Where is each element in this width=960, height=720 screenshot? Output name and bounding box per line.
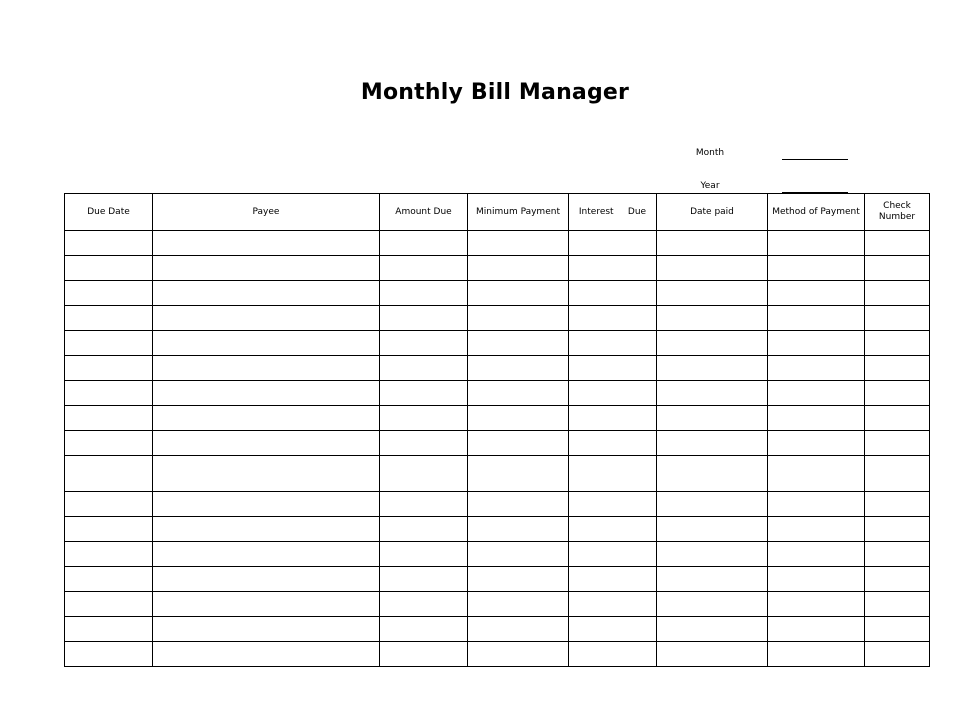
cell-check-number[interactable] [865, 231, 930, 256]
cell-method-of-payment[interactable] [768, 456, 865, 492]
month-blank-line[interactable] [782, 159, 848, 160]
cell-method-of-payment[interactable] [768, 381, 865, 406]
month-label: Month [695, 148, 725, 158]
cell-amount-due[interactable] [380, 642, 468, 667]
cell-check-number[interactable] [865, 592, 930, 617]
cell-due-date[interactable] [65, 617, 153, 642]
cell-due-date[interactable] [65, 306, 153, 331]
cell-check-number[interactable] [865, 431, 930, 456]
header-check-number: Check Number [865, 194, 930, 231]
cell-due-date[interactable] [65, 356, 153, 381]
cell-minimum-payment[interactable] [468, 567, 569, 592]
cell-due-date[interactable] [65, 406, 153, 431]
cell-method-of-payment[interactable] [768, 567, 865, 592]
cell-interest-due[interactable] [569, 431, 657, 456]
cell-interest-due[interactable] [569, 592, 657, 617]
cell-date-paid[interactable] [657, 256, 768, 281]
cell-due-date[interactable] [65, 542, 153, 567]
cell-date-paid[interactable] [657, 617, 768, 642]
cell-minimum-payment[interactable] [468, 592, 569, 617]
table-row [65, 406, 930, 431]
cell-payee[interactable] [153, 406, 380, 431]
cell-interest-due[interactable] [569, 492, 657, 517]
cell-amount-due[interactable] [380, 542, 468, 567]
table-row [65, 542, 930, 567]
header-interest-due: Interest Due [569, 194, 657, 231]
cell-payee[interactable] [153, 356, 380, 381]
cell-interest-due[interactable] [569, 567, 657, 592]
cell-minimum-payment[interactable] [468, 356, 569, 381]
cell-minimum-payment[interactable] [468, 492, 569, 517]
page-title: Monthly Bill Manager [360, 80, 630, 105]
cell-minimum-payment[interactable] [468, 642, 569, 667]
cell-date-paid[interactable] [657, 406, 768, 431]
cell-amount-due[interactable] [380, 456, 468, 492]
cell-method-of-payment[interactable] [768, 617, 865, 642]
cell-due-date[interactable] [65, 381, 153, 406]
header-payee: Payee [153, 194, 380, 231]
cell-minimum-payment[interactable] [468, 517, 569, 542]
cell-method-of-payment[interactable] [768, 517, 865, 542]
year-label: Year [700, 181, 720, 191]
cell-check-number[interactable] [865, 381, 930, 406]
cell-interest-due[interactable] [569, 306, 657, 331]
cell-amount-due[interactable] [380, 256, 468, 281]
cell-payee[interactable] [153, 281, 380, 306]
table-row [65, 456, 930, 492]
cell-due-date[interactable] [65, 431, 153, 456]
cell-check-number[interactable] [865, 642, 930, 667]
cell-date-paid[interactable] [657, 281, 768, 306]
cell-date-paid[interactable] [657, 331, 768, 356]
table-body [65, 231, 930, 667]
table-row [65, 642, 930, 667]
cell-minimum-payment[interactable] [468, 542, 569, 567]
cell-due-date[interactable] [65, 331, 153, 356]
cell-date-paid[interactable] [657, 492, 768, 517]
cell-check-number[interactable] [865, 306, 930, 331]
cell-amount-due[interactable] [380, 231, 468, 256]
cell-date-paid[interactable] [657, 567, 768, 592]
cell-payee[interactable] [153, 331, 380, 356]
table-row [65, 431, 930, 456]
cell-amount-due[interactable] [380, 492, 468, 517]
cell-check-number[interactable] [865, 406, 930, 431]
table-header-row [65, 194, 930, 231]
cell-method-of-payment[interactable] [768, 306, 865, 331]
cell-date-paid[interactable] [657, 431, 768, 456]
cell-check-number[interactable] [865, 331, 930, 356]
cell-date-paid[interactable] [657, 356, 768, 381]
table-row [65, 356, 930, 381]
cell-interest-due[interactable] [569, 231, 657, 256]
cell-method-of-payment[interactable] [768, 431, 865, 456]
cell-minimum-payment[interactable] [468, 617, 569, 642]
cell-method-of-payment[interactable] [768, 231, 865, 256]
cell-payee[interactable] [153, 256, 380, 281]
table-row [65, 617, 930, 642]
cell-amount-due[interactable] [380, 281, 468, 306]
cell-minimum-payment[interactable] [468, 306, 569, 331]
cell-due-date[interactable] [65, 456, 153, 492]
cell-interest-due[interactable] [569, 406, 657, 431]
cell-interest-due[interactable] [569, 281, 657, 306]
cell-date-paid[interactable] [657, 306, 768, 331]
cell-method-of-payment[interactable] [768, 256, 865, 281]
cell-due-date[interactable] [65, 592, 153, 617]
cell-payee[interactable] [153, 592, 380, 617]
cell-check-number[interactable] [865, 356, 930, 381]
cell-method-of-payment[interactable] [768, 406, 865, 431]
cell-due-date[interactable] [65, 567, 153, 592]
cell-payee[interactable] [153, 231, 380, 256]
cell-payee[interactable] [153, 492, 380, 517]
cell-minimum-payment[interactable] [468, 281, 569, 306]
cell-interest-due[interactable] [569, 381, 657, 406]
cell-amount-due[interactable] [380, 406, 468, 431]
table-row [65, 256, 930, 281]
cell-interest-due[interactable] [569, 642, 657, 667]
bill-table [64, 193, 930, 667]
cell-payee[interactable] [153, 306, 380, 331]
cell-minimum-payment[interactable] [468, 456, 569, 492]
header-minimum-payment: Minimum Payment [468, 194, 569, 231]
cell-amount-due[interactable] [380, 431, 468, 456]
cell-amount-due[interactable] [380, 592, 468, 617]
cell-check-number[interactable] [865, 281, 930, 306]
cell-amount-due[interactable] [380, 617, 468, 642]
cell-due-date[interactable] [65, 517, 153, 542]
cell-payee[interactable] [153, 517, 380, 542]
cell-date-paid[interactable] [657, 517, 768, 542]
cell-amount-due[interactable] [380, 381, 468, 406]
cell-minimum-payment[interactable] [468, 431, 569, 456]
table-row [65, 592, 930, 617]
cell-due-date[interactable] [65, 256, 153, 281]
cell-payee[interactable] [153, 542, 380, 567]
cell-payee[interactable] [153, 456, 380, 492]
table-row [65, 281, 930, 306]
table-row [65, 567, 930, 592]
cell-interest-due[interactable] [569, 517, 657, 542]
table-row [65, 331, 930, 356]
cell-payee[interactable] [153, 617, 380, 642]
cell-amount-due[interactable] [380, 331, 468, 356]
cell-payee[interactable] [153, 642, 380, 667]
cell-due-date[interactable] [65, 281, 153, 306]
cell-date-paid[interactable] [657, 542, 768, 567]
cell-interest-due[interactable] [569, 456, 657, 492]
cell-minimum-payment[interactable] [468, 331, 569, 356]
cell-interest-due[interactable] [569, 256, 657, 281]
cell-interest-due[interactable] [569, 617, 657, 642]
cell-amount-due[interactable] [380, 356, 468, 381]
cell-method-of-payment[interactable] [768, 542, 865, 567]
cell-check-number[interactable] [865, 617, 930, 642]
table-row [65, 231, 930, 256]
cell-minimum-payment[interactable] [468, 381, 569, 406]
cell-method-of-payment[interactable] [768, 642, 865, 667]
cell-date-paid[interactable] [657, 381, 768, 406]
table-row [65, 381, 930, 406]
cell-amount-due[interactable] [380, 306, 468, 331]
cell-method-of-payment[interactable] [768, 331, 865, 356]
cell-minimum-payment[interactable] [468, 256, 569, 281]
cell-check-number[interactable] [865, 256, 930, 281]
cell-check-number[interactable] [865, 492, 930, 517]
cell-minimum-payment[interactable] [468, 406, 569, 431]
table-row [65, 306, 930, 331]
cell-interest-due[interactable] [569, 331, 657, 356]
cell-date-paid[interactable] [657, 642, 768, 667]
cell-amount-due[interactable] [380, 567, 468, 592]
cell-interest-due[interactable] [569, 542, 657, 567]
cell-method-of-payment[interactable] [768, 492, 865, 517]
cell-method-of-payment[interactable] [768, 592, 865, 617]
cell-method-of-payment[interactable] [768, 281, 865, 306]
cell-check-number[interactable] [865, 567, 930, 592]
cell-interest-due[interactable] [569, 356, 657, 381]
cell-check-number[interactable] [865, 542, 930, 567]
cell-amount-due[interactable] [380, 517, 468, 542]
cell-payee[interactable] [153, 431, 380, 456]
header-date-paid: Date paid [657, 194, 768, 231]
cell-payee[interactable] [153, 567, 380, 592]
table-row [65, 517, 930, 542]
cell-date-paid[interactable] [657, 592, 768, 617]
cell-minimum-payment[interactable] [468, 231, 569, 256]
month-field [0, 148, 960, 162]
header-due-date: Due Date [65, 194, 153, 231]
cell-method-of-payment[interactable] [768, 356, 865, 381]
cell-due-date[interactable] [65, 642, 153, 667]
cell-due-date[interactable] [65, 492, 153, 517]
cell-due-date[interactable] [65, 231, 153, 256]
cell-date-paid[interactable] [657, 231, 768, 256]
cell-check-number[interactable] [865, 517, 930, 542]
cell-check-number[interactable] [865, 456, 930, 492]
cell-payee[interactable] [153, 381, 380, 406]
header-amount-due: Amount Due [380, 194, 468, 231]
header-method-of-payment: Method of Payment [768, 194, 865, 231]
table-row [65, 492, 930, 517]
cell-date-paid[interactable] [657, 456, 768, 492]
